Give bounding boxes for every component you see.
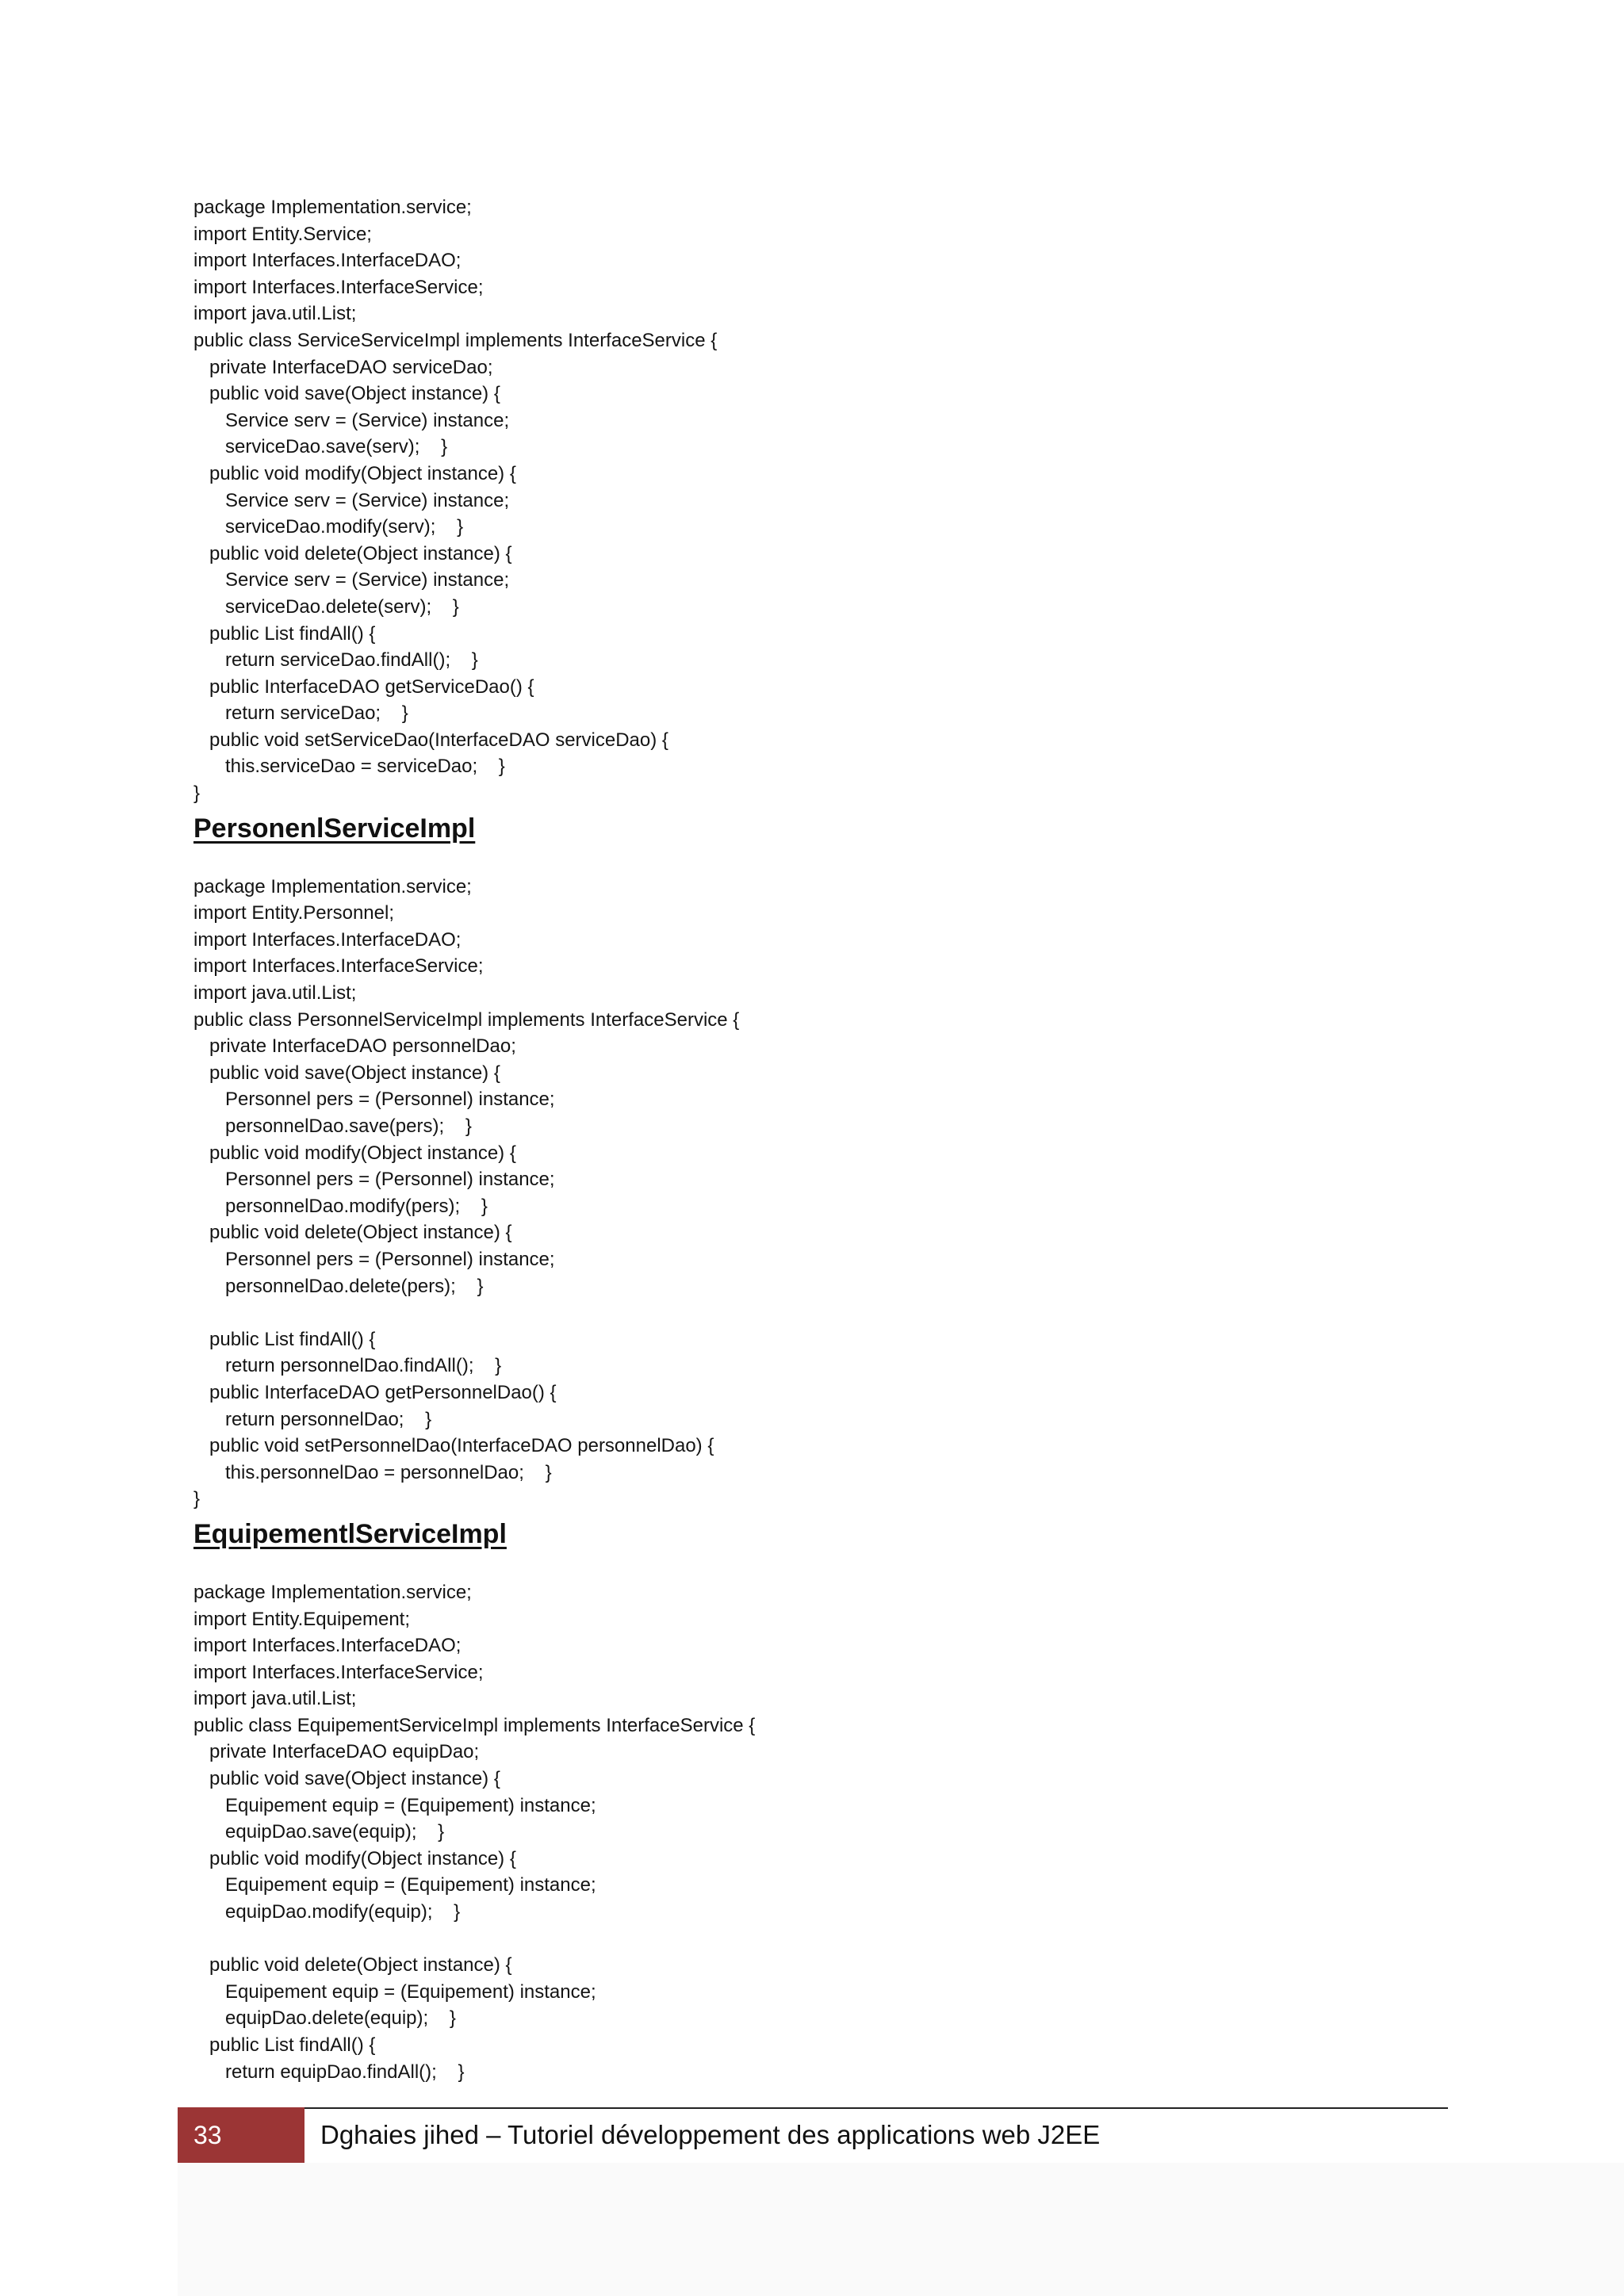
code-line: return personnelDao; } [193, 1408, 432, 1430]
code-line: public void delete(Object instance) { [193, 1222, 512, 1244]
code-line: import java.util.List; [193, 1688, 357, 1710]
code-block-personnel-service-impl [193, 874, 1462, 1513]
code-line: public void save(Object instance) { [193, 383, 500, 405]
code-line: serviceDao.modify(serv); } [193, 516, 464, 538]
code-line: Personnel pers = (Personnel) instance; [193, 1169, 555, 1191]
code-line: public void modify(Object instance) { [193, 462, 516, 484]
code-line: import Interfaces.InterfaceService; [193, 955, 484, 978]
code-line: public InterfaceDAO getPersonnelDao() { [193, 1381, 557, 1403]
code-block-equipement-service-impl [193, 1579, 1462, 2085]
code-line: equipDao.modify(equip); } [193, 1901, 461, 1923]
code-line: package Implementation.service; [193, 197, 472, 218]
code-line: public void delete(Object instance) { [193, 1954, 512, 1976]
code-line: import java.util.List; [193, 303, 357, 325]
code-line: serviceDao.save(serv); } [193, 436, 448, 458]
page-number: 33 [178, 2107, 304, 2163]
code-line: equipDao.delete(equip); } [193, 2007, 456, 2030]
code-line: public void setPersonnelDao(InterfaceDAO personnelDao) { [193, 1435, 714, 1457]
code-line: private InterfaceDAO serviceDao; [193, 356, 493, 378]
code-line: public void setServiceDao(InterfaceDAO serviceDao) { [193, 729, 668, 751]
code-line: import Entity.Personnel; [193, 902, 394, 924]
code-line: return serviceDao.findAll(); } [193, 649, 478, 672]
code-line: import java.util.List; [193, 982, 357, 1004]
code-line: package Implementation.service; [193, 1581, 472, 1603]
code-line: public void modify(Object instance) { [193, 1142, 516, 1164]
code-line: public List findAll() { [193, 2034, 376, 2056]
code-line: return serviceDao; } [193, 702, 408, 725]
code-line: personnelDao.delete(pers); } [193, 1275, 484, 1297]
code-line [193, 1926, 1462, 1953]
code-line: public void delete(Object instance) { [193, 542, 512, 564]
code-line: this.personnelDao = personnelDao; } [193, 1461, 552, 1483]
code-line: return personnelDao.findAll(); } [193, 1355, 502, 1377]
code-line: import Interfaces.InterfaceService; [193, 276, 484, 298]
code-line: import Interfaces.InterfaceDAO; [193, 250, 462, 272]
code-line: public class PersonnelServiceImpl implements InterfaceService { [193, 1008, 740, 1031]
code-line: import Interfaces.InterfaceService; [193, 1661, 484, 1683]
page-content [193, 194, 1462, 2085]
code-line: Personnel pers = (Personnel) instance; [193, 1089, 555, 1111]
code-line: equipDao.save(equip); } [193, 1821, 445, 1843]
code-line: Service serv = (Service) instance; [193, 569, 510, 591]
heading-personnel-service-impl: PersonenlServiceImpl [193, 813, 476, 844]
code-line: Service serv = (Service) instance; [193, 409, 510, 431]
code-line: public InterfaceDAO getServiceDao() { [193, 675, 534, 698]
code-line: private InterfaceDAO personnelDao; [193, 1035, 516, 1058]
code-line: public List findAll() { [193, 622, 376, 645]
code-line: public class EquipementServiceImpl implements InterfaceService { [193, 1714, 756, 1736]
code-line: import Entity.Service; [193, 223, 372, 245]
code-line: public void save(Object instance) { [193, 1768, 500, 1790]
page-bottom-margin [178, 2163, 1624, 2296]
code-line: } [193, 783, 201, 805]
code-line: Equipement equip = (Equipement) instance; [193, 1794, 596, 1816]
code-block-service-impl [193, 194, 1462, 807]
code-line: import Entity.Equipement; [193, 1608, 411, 1630]
code-line: public void modify(Object instance) { [193, 1847, 516, 1869]
code-line: Personnel pers = (Personnel) instance; [193, 1248, 555, 1270]
code-line: Service serv = (Service) instance; [193, 489, 510, 511]
code-line: serviceDao.delete(serv); } [193, 595, 459, 618]
code-line: Equipement equip = (Equipement) instance; [193, 1874, 596, 1896]
code-line: public void save(Object instance) { [193, 1062, 500, 1084]
code-line: personnelDao.save(pers); } [193, 1115, 472, 1137]
footer-title: Dghaies jihed – Tutoriel développement des applications web J2EE [320, 2120, 1101, 2149]
code-line: this.serviceDao = serviceDao; } [193, 756, 505, 778]
code-line: public List findAll() { [193, 1328, 376, 1350]
code-line: public class ServiceServiceImpl implements InterfaceService { [193, 329, 718, 351]
code-line: return equipDao.findAll(); } [193, 2061, 465, 2083]
code-line: import Interfaces.InterfaceDAO; [193, 928, 462, 951]
heading-equipement-service-impl: EquipementlServiceImpl [193, 1518, 507, 1549]
code-line: private InterfaceDAO equipDao; [193, 1741, 480, 1763]
code-line [193, 1299, 1462, 1326]
code-line: Equipement equip = (Equipement) instance; [193, 1980, 596, 2003]
code-line: personnelDao.modify(pers); } [193, 1195, 488, 1217]
code-line: package Implementation.service; [193, 875, 472, 897]
code-line: } [193, 1488, 201, 1510]
code-line: import Interfaces.InterfaceDAO; [193, 1635, 462, 1657]
